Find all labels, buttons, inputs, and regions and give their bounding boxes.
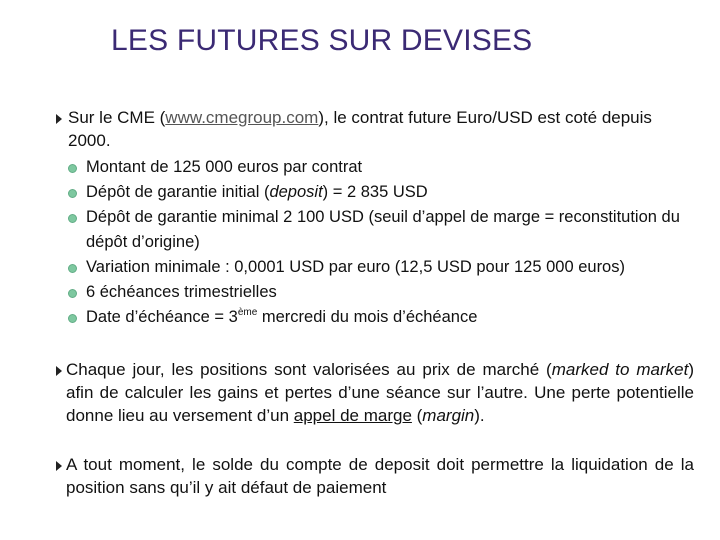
bullet-text: Chaque jour, les positions sont valorisées au prix de marché (: [66, 360, 552, 379]
list-item: [68, 180, 688, 205]
arrow-bullet-icon: [56, 366, 62, 376]
dot-bullet-icon: [68, 214, 77, 223]
item-text: mercredi du mois d’échéance: [257, 308, 478, 326]
list-item: [68, 205, 688, 255]
bullet-cme-contract: [68, 106, 698, 152]
item-text: Dépôt de garantie minimal 2 100 USD (seuil d’appel de marge = reconstitution du dépôt d’origine): [86, 208, 680, 251]
bullet-daily-valuation: [66, 358, 694, 427]
bullet-underlined: appel de marge: [293, 406, 412, 425]
list-item: [68, 155, 688, 180]
list-item: [68, 255, 688, 280]
item-text: ) = 2 835 USD: [322, 183, 428, 201]
item-text: Dépôt de garantie initial (: [86, 183, 270, 201]
list-item: [68, 305, 688, 330]
item-text: Montant de 125 000 euros par contrat: [86, 158, 363, 176]
dot-bullet-icon: [68, 264, 77, 273]
bullet-text: ).: [474, 406, 485, 425]
bullet-text: ) afin de calculer les gains et pertes d’une séance sur l’autre. Une perte potentielle donne lieu au versement d’un: [66, 360, 695, 425]
item-italic: deposit: [269, 183, 323, 201]
cme-link[interactable]: www.cmegroup.com: [165, 108, 319, 127]
item-text: 6 échéances trimestrielles: [86, 283, 277, 301]
dot-bullet-icon: [68, 289, 77, 298]
bullet-text: Sur le CME (: [68, 108, 166, 127]
arrow-bullet-icon: [56, 114, 62, 124]
item-superscript: ème: [237, 306, 258, 318]
dot-bullet-icon: [68, 189, 77, 198]
arrow-bullet-icon: [56, 461, 62, 471]
list-item: [68, 280, 688, 305]
dot-bullet-icon: [68, 164, 77, 173]
item-text: Variation minimale : 0,0001 USD par euro (12,5 USD pour 125 000 euros): [86, 258, 625, 276]
bullet-text: (: [411, 406, 423, 425]
dot-bullet-icon: [68, 314, 77, 323]
bullet-text: A tout moment, le solde du compte de deposit doit permettre la liquidation de la position sans qu’il y ait défaut de paiement: [66, 455, 694, 497]
bullet-account-balance: [66, 453, 694, 499]
bullet-italic: margin: [422, 406, 475, 425]
bullet-text: ), le contrat future Euro/USD est coté depuis 2000.: [68, 108, 652, 150]
contract-specs-list: [68, 155, 688, 330]
item-text: Date d’échéance = 3: [86, 308, 238, 326]
slide-title: LES FUTURES SUR DEVISES: [111, 24, 533, 57]
bullet-italic: marked to market: [551, 360, 689, 379]
